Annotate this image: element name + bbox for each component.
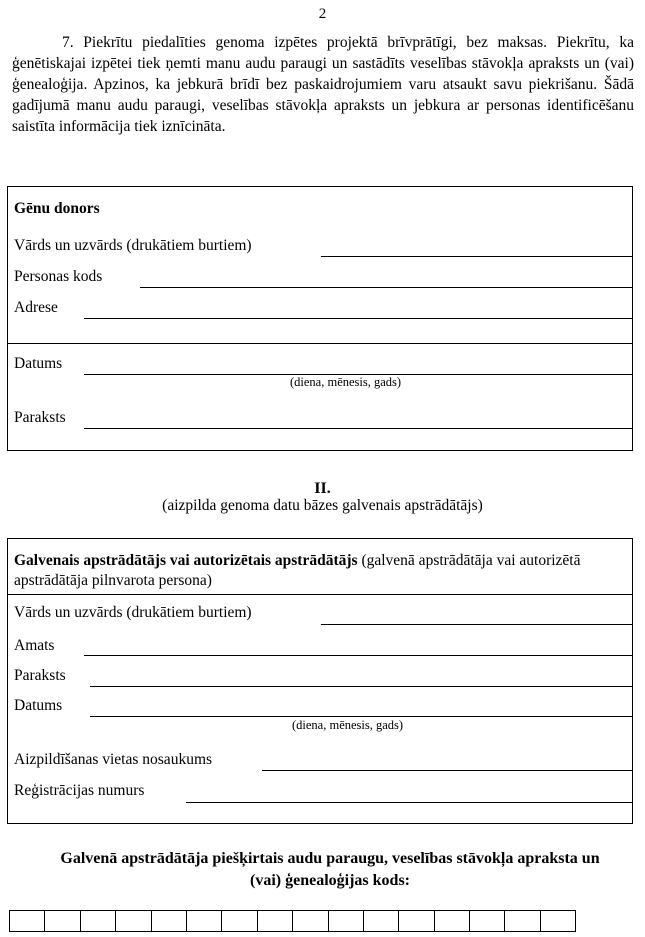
donor-signature-field[interactable] xyxy=(84,428,632,429)
processor-reg-label: Reģistrācijas numurs xyxy=(14,782,145,799)
donor-date-hint: (diena, mēnesis, gads) xyxy=(290,375,402,389)
donor-id-label: Personas kods xyxy=(14,268,103,285)
code-cell[interactable] xyxy=(435,910,470,932)
donor-address-label: Adrese xyxy=(14,299,58,316)
processor-signature-field[interactable] xyxy=(90,686,632,687)
code-cell[interactable] xyxy=(505,910,540,932)
donor-date-label: Datums xyxy=(14,355,63,372)
code-cell[interactable] xyxy=(329,910,364,932)
code-cell[interactable] xyxy=(364,910,399,932)
donor-address-field[interactable] xyxy=(84,318,632,319)
page-number: 2 xyxy=(318,6,327,22)
donor-signature-label: Paraksts xyxy=(14,409,66,426)
code-cell[interactable] xyxy=(470,910,505,932)
donor-heading: Gēnu donors xyxy=(14,200,100,217)
processor-date-label: Datums xyxy=(14,697,63,714)
code-cell[interactable] xyxy=(187,910,222,932)
section-subtitle: (aizpilda genoma datu bāzes galvenais apstrādātājs) xyxy=(162,497,483,514)
donor-name-field[interactable] xyxy=(321,256,632,257)
donor-divider xyxy=(8,343,632,344)
donor-id-field[interactable] xyxy=(140,287,632,288)
processor-place-field[interactable] xyxy=(262,770,632,771)
processor-heading-rest: (galvenā apstrādātāja vai autorizētā apstrādātāja pilnvarota persona) xyxy=(14,552,581,589)
code-cells xyxy=(9,910,576,932)
processor-signature-label: Paraksts xyxy=(14,667,66,684)
code-cell[interactable] xyxy=(152,910,187,932)
code-cell[interactable] xyxy=(222,910,257,932)
processor-section xyxy=(7,538,633,824)
processor-name-label: Vārds un uzvārds (drukātiem burtiem) xyxy=(14,604,252,621)
processor-reg-field[interactable] xyxy=(186,802,632,803)
code-cell[interactable] xyxy=(258,910,293,932)
processor-name-field[interactable] xyxy=(321,624,632,625)
code-cell[interactable] xyxy=(81,910,116,932)
code-cell[interactable] xyxy=(399,910,434,932)
processor-date-field[interactable] xyxy=(90,716,632,717)
processor-heading xyxy=(14,551,626,591)
code-cell[interactable] xyxy=(293,910,328,932)
processor-place-label: Aizpildīšanas vietas nosaukums xyxy=(14,751,213,768)
code-cell[interactable] xyxy=(116,910,151,932)
processor-heading-divider xyxy=(8,594,632,595)
processor-position-label: Amats xyxy=(14,637,55,654)
processor-position-field[interactable] xyxy=(84,655,632,656)
code-cell[interactable] xyxy=(541,910,576,932)
processor-date-hint: (diena, mēnesis, gads) xyxy=(292,718,404,732)
code-cell[interactable] xyxy=(45,910,80,932)
code-cell[interactable] xyxy=(10,910,45,932)
consent-paragraph: 7. Piekrītu piedalīties genoma izpētes projektā brīvprātīgi, bez maksas. Piekrītu, ka ģenētiskajai izpētei tiek ņemti manu audu paraugi un sastādīts veselības stāvokļa apraksts un (vai) ģenealoģija. Apzinos, ka jebkurā brīdī bez paskaidrojumiem varu atsaukt savu piekrišanu. Šādā gadījumā manu audu paraugi, veselības stāvokļa apraksts un jebkura ar personas identificēšanu saistīta informācija tiek iznīcināta. xyxy=(12,34,634,135)
code-title: Galvenā apstrādātāja piešķirtais audu paraugu, veselības stāvokļa apraksta un (vai) ģenealoģijas kods: xyxy=(60,850,600,889)
section-title: II. xyxy=(314,480,331,497)
donor-name-label: Vārds un uzvārds (drukātiem burtiem) xyxy=(14,237,252,254)
processor-heading-bold: Galvenais apstrādātājs vai autorizētais apstrādātājs xyxy=(14,552,358,569)
donor-section xyxy=(7,186,633,451)
